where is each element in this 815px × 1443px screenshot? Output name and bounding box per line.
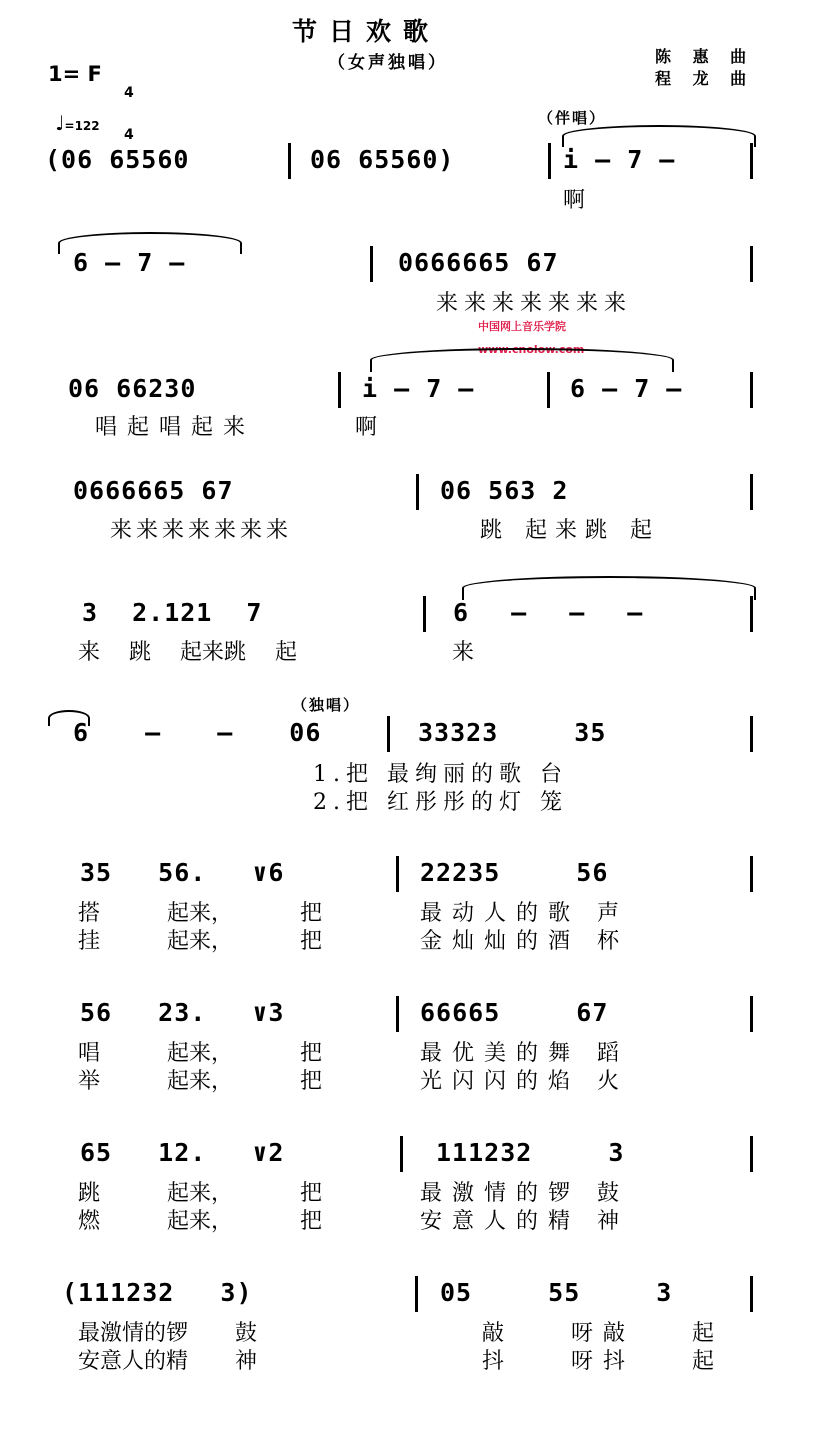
barline [750,596,753,632]
notes-measure: (111232 3) [62,1278,253,1307]
lyric-verse-1: 跳 起来， 把 [78,1181,322,1206]
accompany-label: （伴唱） [538,109,607,127]
time-top: 4 [124,85,134,101]
composer-line-2: 程 龙 曲 [655,69,755,88]
barline [338,372,341,408]
lyric-verse-1: 敲 呀敲 起 [482,1321,724,1346]
barline [750,143,753,179]
lyric-text: 来来来来来来来 [110,518,293,543]
notes-measure: 3 2.121 7 [82,598,263,627]
song-title: 节日欢歌 [292,17,441,46]
tempo-marking [50,92,100,135]
lyric-verse-1: 最动人的歌 声 [420,901,629,926]
barline [750,716,753,752]
notes-measure: 65 12. ∨2 [80,1138,285,1167]
notes-measure: 0666665 67 [398,248,559,277]
notes-measure: 56 23. ∨3 [80,998,285,1027]
solo-label: （独唱） [292,696,361,714]
notes-measure: 05 55 3 [440,1278,673,1307]
lyric-verse-2: 燃 起来， 把 [78,1209,322,1234]
barline [396,856,399,892]
lyric-text: 唱起唱起来 [95,415,256,440]
barline [750,856,753,892]
lyric-verse-1: 1.把 最绚丽的歌 台 [313,762,568,787]
barline [288,143,291,179]
slur-arc [370,348,674,372]
notes-measure: 06 66230 [68,374,197,403]
barline [416,474,419,510]
slur-arc [462,576,756,600]
lyric-verse-2: 安意人的精 神 [78,1349,257,1374]
notes-measure: 6 – – – [453,598,644,627]
lyric-verse-2: 抖 呀抖 起 [482,1349,724,1374]
lyric-verse-2: 金灿灿的酒 杯 [420,929,629,954]
lyric-text: 跳 起来跳 起 [480,518,660,543]
notes-measure: i – 7 – [563,145,676,174]
notes-measure: 22235 56 [420,858,609,887]
barline [750,246,753,282]
lyric-verse-1: 最激情的锣 鼓 [78,1321,257,1346]
notes-measure: 0666665 67 [73,476,234,505]
tempo-value: =122 [64,119,100,133]
lyric-verse-1: 最优美的舞 蹈 [420,1041,629,1066]
barline [400,1136,403,1172]
barline [548,143,551,179]
notes-measure: i – 7 – [362,374,475,403]
quarter-note-icon: ♩ [55,111,65,135]
barline [750,474,753,510]
notes-measure: 111232 3 [436,1138,625,1167]
notes-measure: 33323 35 [418,718,607,747]
notes-measure: 6 – – 06 [73,718,322,747]
slur-arc [562,125,756,147]
song-subtitle: （女声独唱） [328,53,448,73]
lyric-verse-1: 最激情的锣 鼓 [420,1181,629,1206]
lyric-verse-2: 光闪闪的焰 火 [420,1069,629,1094]
notes-measure: 35 56. ∨6 [80,858,285,887]
time-bottom: 4 [124,127,134,143]
lyric-text: 来 跳 起来跳 起 [78,640,297,665]
barline [750,372,753,408]
notes-measure: 66665 67 [420,998,609,1027]
time-signature [124,58,134,156]
watermark-site-name: 中国网上音乐学院 [478,320,566,333]
composer-line-1: 陈 惠 曲 [655,47,755,66]
lyric-verse-2: 2.把 红彤彤的灯 笼 [313,790,568,815]
notes-measure: 06 563 2 [440,476,569,505]
barline [547,372,550,408]
barline [750,1276,753,1312]
lyric-verse-2: 举 起来， 把 [78,1069,322,1094]
lyric-verse-2: 安意人的精 神 [420,1209,629,1234]
key-signature: 1= F [48,62,102,86]
lyric-text: 来来来来来来来 [436,291,633,316]
barline [370,246,373,282]
lyric-verse-1: 唱 起来， 把 [78,1041,322,1066]
barline [415,1276,418,1312]
barline [387,716,390,752]
notes-measure: 6 – 7 – [73,248,186,277]
barline [750,1136,753,1172]
notes-measure: 06 65560) [310,145,455,174]
lyric-verse-2: 挂 起来， 把 [78,929,322,954]
lyric-text: 来 [452,640,475,665]
notes-measure: 6 – 7 – [570,374,683,403]
barline [396,996,399,1032]
barline [750,996,753,1032]
lyric-text: 啊 [563,188,586,213]
notes-measure: (06 65560 [45,145,190,174]
lyric-verse-1: 搭 起来， 把 [78,901,322,926]
lyric-text: 啊 [355,415,378,440]
watermark-url: www.cnolow.com [478,343,585,356]
barline [423,596,426,632]
